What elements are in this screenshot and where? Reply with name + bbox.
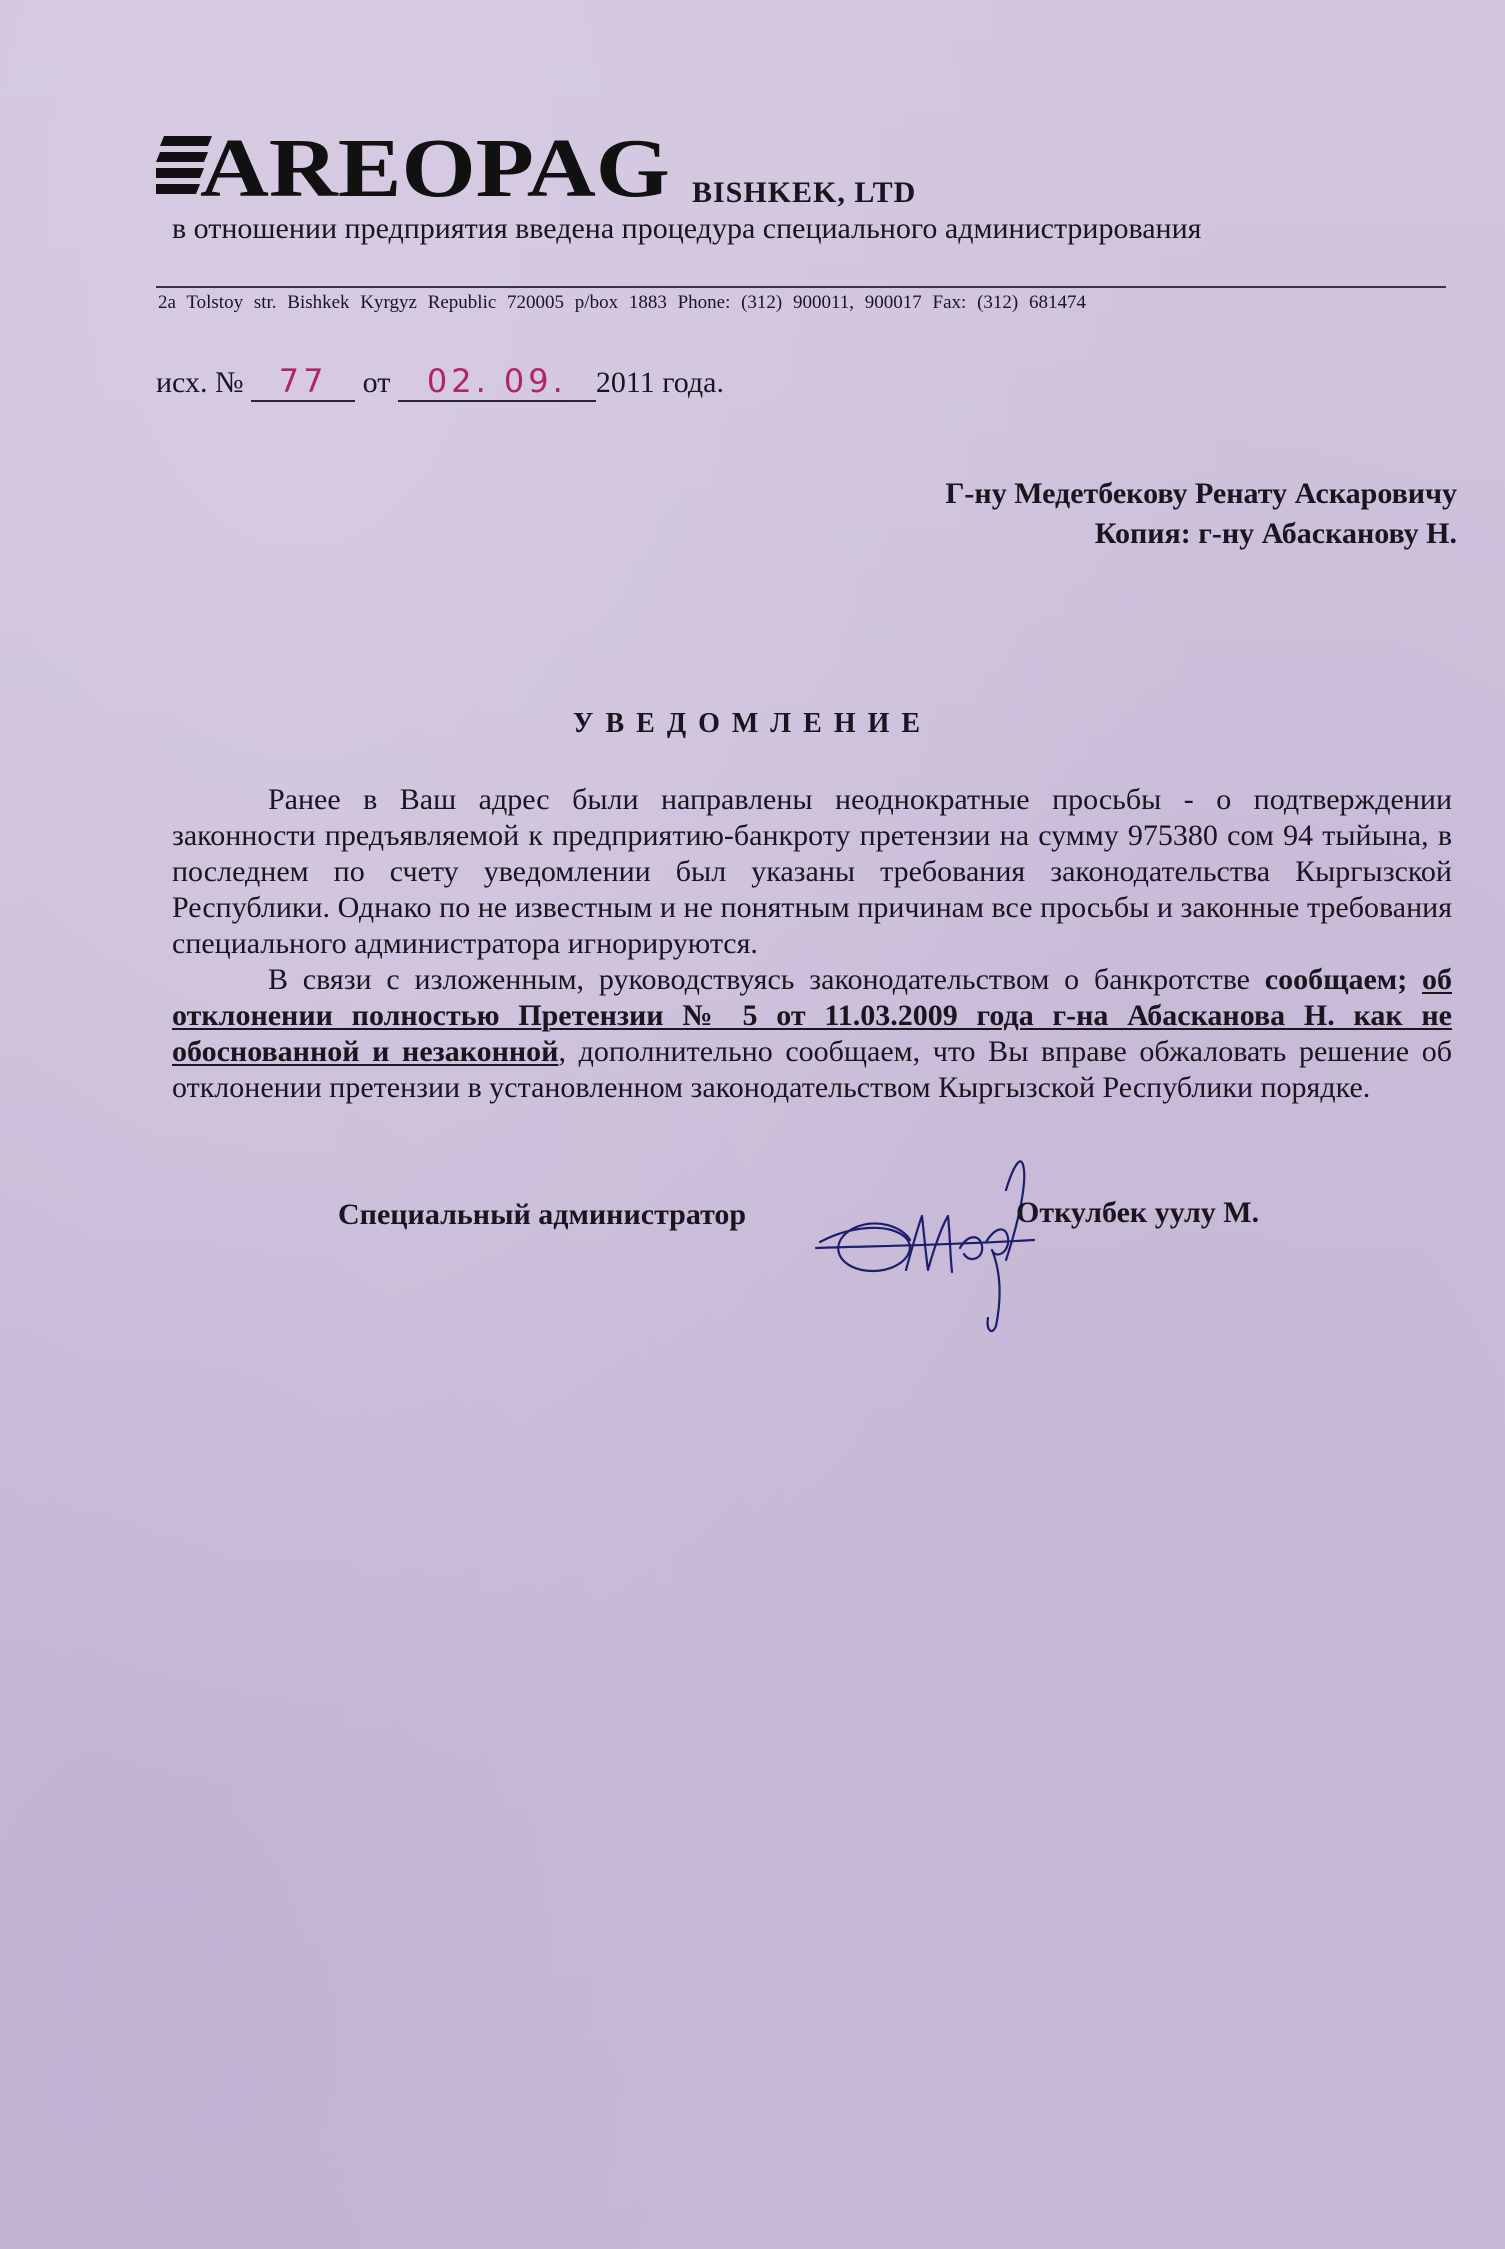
areopag-logo [156,128,676,208]
paragraph-1: Ранее в Ваш адрес были направлены неоднократные просьбы - о подтверждении законности предъявляемой к предприятию-банкроту претензии на сумму 975380 сом 94 тыйына, в последнем по счету уведомлении был указаны требования законодательства Кыргызской Республики. Однако по не известным и не понятным причинам все просьбы и законные требования специального администратора игнорируются. [172,783,1452,960]
reference-number-field [251,362,355,402]
reference-number: 77 [278,362,328,400]
recipient-line-1: Г-ну Медетбекову Ренату Аскаровичу [945,477,1457,510]
regime-note: в отношении предприятия введена процедура специального администрирования [172,212,1202,245]
paragraph-2-end: , дополнительно сообщаем, что Вы вправе обжаловать решение об отклонении претензии в установленном законодательством Кыргызской Республики порядке. [172,1035,1452,1104]
reference-from: от [362,366,391,399]
paragraph-2 [172,962,1452,1106]
letter-body [172,782,1452,1106]
recipient-line-2: Копия: г-ну Абасканову Н. [1094,517,1457,550]
paragraph-2-start: В связи с изложенным, руководствуясь законодательством о банкротстве [268,963,1265,996]
header-rule [156,286,1446,288]
reference-prefix: исх. № [156,366,244,399]
reference-year: 2011 года. [595,366,724,399]
company-address: 2a Tolstoy str. Bishkek Kyrgyz Republic 720005 p/box 1883 Phone: (312) 900011, 900017 Fax: (312) 681474 [158,292,1086,313]
reference-date: 02. 09. [426,362,567,400]
logo-suffix: BISHKEK, LTD [692,176,917,209]
signatory-name: Откулбек уулу М. [1016,1196,1260,1229]
svg-text:AREOPAG: AREOPAG [200,128,670,208]
paragraph-2-emphasis: об отклонении полностью Претензии № 5 от 11.03.2009 года г-на Абасканова Н. как не обоснованной и незаконной [172,963,1452,1068]
paragraph-2-bold: сообщаем; [1264,963,1408,996]
reference-line [156,362,724,402]
recipient-block [945,474,1457,554]
reference-date-field [398,362,596,402]
document-title: УВЕДОМЛЕНИЕ [572,708,933,739]
signatory-role: Специальный администратор [338,1198,747,1231]
handwritten-signature [810,1130,1060,1340]
